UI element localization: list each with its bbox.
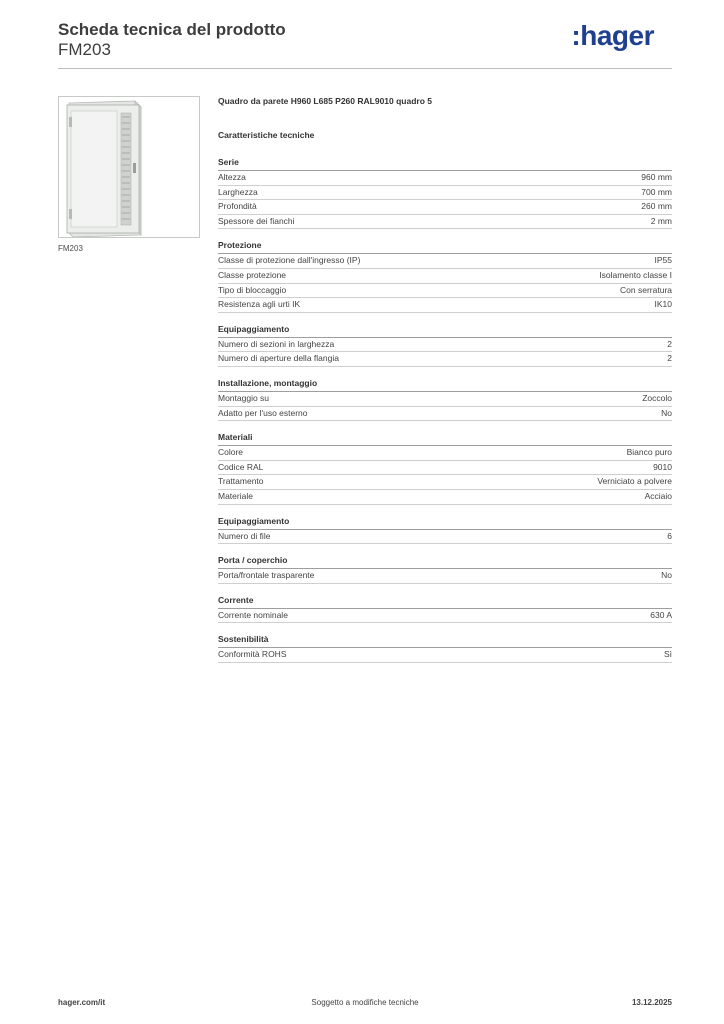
spec-row bbox=[218, 609, 672, 624]
spec-value: Zoccolo bbox=[642, 392, 672, 403]
spec-row bbox=[218, 215, 672, 230]
spec-label: Corrente nominale bbox=[218, 609, 288, 620]
spec-label: Profondità bbox=[218, 201, 257, 212]
spec-group-title: Porta / coperchio bbox=[218, 553, 672, 569]
spec-row bbox=[218, 269, 672, 284]
spec-group-title: Sostenibilità bbox=[218, 632, 672, 648]
spec-value: 2 bbox=[667, 353, 672, 364]
spec-group-title: Materiali bbox=[218, 430, 672, 446]
spec-value: 630 A bbox=[650, 609, 672, 620]
spec-row bbox=[218, 352, 672, 367]
spec-value: No bbox=[661, 570, 672, 581]
spec-row bbox=[218, 530, 672, 545]
spec-value: Con serratura bbox=[620, 284, 672, 295]
spec-label: Materiale bbox=[218, 490, 253, 501]
footer-website: hager.com/it bbox=[58, 998, 106, 1007]
spec-label: Trattamento bbox=[218, 476, 264, 487]
section-heading: Caratteristiche tecniche bbox=[218, 130, 315, 140]
spec-label: Altezza bbox=[218, 172, 246, 182]
spec-label: Classe di protezione dall'ingresso (IP) bbox=[218, 255, 361, 266]
spec-group bbox=[218, 593, 672, 624]
spec-label: Montaggio su bbox=[218, 392, 270, 403]
spec-value: Bianco puro bbox=[626, 447, 672, 458]
spec-row bbox=[218, 569, 672, 584]
spec-label: Classe protezione bbox=[218, 269, 287, 280]
spec-label: Resistenza agli urti IK bbox=[218, 299, 301, 310]
spec-label: Adatto per l'uso esterno bbox=[218, 407, 308, 418]
spec-label: Larghezza bbox=[218, 186, 258, 197]
spec-value: IP55 bbox=[654, 255, 672, 266]
spec-label: Porta/frontale trasparente bbox=[218, 570, 315, 581]
spec-value: 2 mm bbox=[650, 215, 672, 226]
product-code: FM203 bbox=[58, 40, 111, 59]
spec-group bbox=[218, 322, 672, 367]
spec-value: 260 mm bbox=[641, 201, 672, 212]
spec-group bbox=[218, 238, 672, 312]
spec-group bbox=[218, 553, 672, 584]
spec-group-title: Protezione bbox=[218, 238, 672, 254]
header-divider bbox=[58, 68, 672, 69]
spec-content bbox=[218, 96, 672, 672]
spec-label: Numero di sezioni in larghezza bbox=[218, 338, 335, 349]
spec-row bbox=[218, 338, 672, 353]
spec-row bbox=[218, 392, 672, 407]
spec-row bbox=[218, 200, 672, 215]
footer-date: 13.12.2025 bbox=[631, 998, 672, 1007]
footer-disclaimer: Soggetto a modifiche tecniche bbox=[311, 998, 419, 1007]
spec-value: 9010 bbox=[653, 461, 672, 472]
spec-groups bbox=[218, 155, 672, 663]
spec-value: 700 mm bbox=[641, 186, 672, 197]
page-header bbox=[58, 20, 672, 70]
spec-group bbox=[218, 632, 672, 663]
spec-row bbox=[218, 446, 672, 461]
spec-row bbox=[218, 475, 672, 490]
spec-group-title: Serie bbox=[218, 155, 672, 171]
hager-logo: :hager bbox=[571, 20, 654, 51]
spec-label: Numero di file bbox=[218, 530, 271, 541]
spec-row bbox=[218, 407, 672, 422]
spec-group-title: Equipaggiamento bbox=[218, 514, 672, 530]
spec-value: IK10 bbox=[654, 299, 672, 310]
spec-group-title: Equipaggiamento bbox=[218, 322, 672, 338]
spec-label: Colore bbox=[218, 447, 244, 458]
spec-group bbox=[218, 376, 672, 421]
image-caption: FM203 bbox=[58, 244, 83, 253]
spec-row bbox=[218, 284, 672, 299]
spec-group-title: Installazione, montaggio bbox=[218, 376, 672, 392]
page-title: Scheda tecnica del prodotto bbox=[58, 20, 286, 39]
spec-label: Tipo di bloccaggio bbox=[218, 284, 287, 295]
spec-group-title: Corrente bbox=[218, 593, 672, 609]
spec-value: Verniciato a polvere bbox=[597, 476, 672, 487]
spec-value: No bbox=[661, 407, 672, 418]
spec-value: Sì bbox=[663, 649, 672, 660]
spec-group bbox=[218, 514, 672, 545]
spec-row bbox=[218, 254, 672, 269]
spec-row bbox=[218, 648, 672, 663]
cabinet-illustration bbox=[59, 97, 199, 237]
spec-row bbox=[218, 171, 672, 186]
spec-group bbox=[218, 155, 672, 229]
spec-value: 6 bbox=[667, 530, 672, 541]
spec-value: 2 bbox=[667, 338, 672, 349]
spec-label: Spessore dei fianchi bbox=[218, 215, 295, 226]
spec-row bbox=[218, 186, 672, 201]
spec-label: Conformità ROHS bbox=[218, 649, 287, 660]
spec-row bbox=[218, 461, 672, 476]
spec-row bbox=[218, 490, 672, 505]
spec-row bbox=[218, 298, 672, 313]
spec-value: Isolamento classe I bbox=[599, 269, 672, 280]
spec-group bbox=[218, 430, 672, 504]
spec-value: 960 mm bbox=[641, 172, 672, 182]
page-footer bbox=[58, 998, 672, 1012]
spec-label: Codice RAL bbox=[218, 461, 264, 472]
spec-label: Numero di aperture della flangia bbox=[218, 353, 339, 364]
product-image bbox=[58, 96, 200, 238]
spec-value: Acciaio bbox=[644, 490, 672, 501]
product-title: Quadro da parete H960 L685 P260 RAL9010 quadro 5 bbox=[218, 96, 433, 106]
